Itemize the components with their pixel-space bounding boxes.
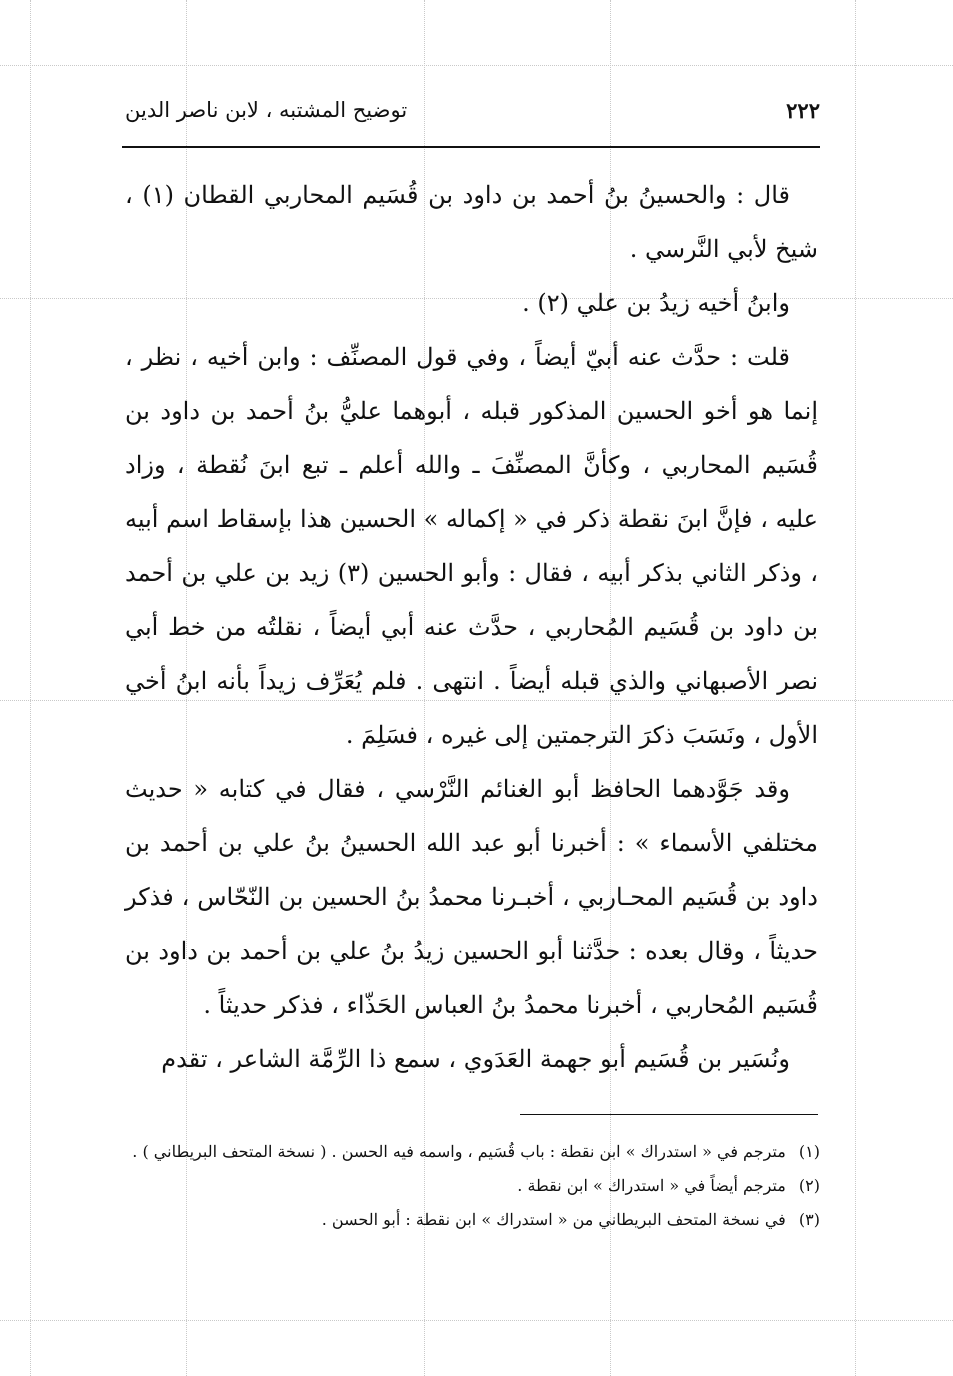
scan-guide-line — [855, 0, 856, 1376]
footnote — [125, 1169, 820, 1203]
footnote-number: (٣) — [798, 1210, 820, 1229]
scan-guide-line — [30, 0, 31, 1376]
paragraph: ونُسَير بن قُسَيم أبو جهمة العَدَوي ، سمع ذا الرِّمَّة الشاعر ، تقدم — [161, 1045, 790, 1073]
footnotes — [125, 1135, 820, 1237]
footnote-number: (١) — [798, 1142, 820, 1161]
footnote-number: (٢) — [798, 1176, 820, 1195]
paragraph: قال : والحسينُ بنُ أحمد بن داود بن قُسَيم المحاربي القطان (١) ، شيخ لأبي النَّرسي . — [125, 181, 818, 263]
paragraph: وقد جَوَّدهما الحافظ أبو الغنائم النَّرْسي ، فقال في كتابه « حديث مختلفي الأسماء » : أخبرنا أبو عبد الله الحسينُ بنُ علي بن أحمد بن داود بن قُسَيم المحـاربي ، أخبـرنا محمدُ بنُ الحسين بن النّحّاس ، فذكر حديثاً ، وقال بعده : حدَّثنا أبو الحسين زيدُ بنُ علي بن أحمد بن داود بن قُسَيم المُحاربي ، أخبرنا محمدُ بنُ العباس الحَذّاء ، فذكر حديثاً . — [125, 775, 818, 1019]
footnote — [125, 1135, 820, 1169]
footnote-text: مترجم أيضاً في « استدراك » ابن نقطة . — [517, 1176, 786, 1195]
running-title: توضيح المشتبه ، لابن ناصر الدين — [125, 98, 408, 122]
scan-guide-line — [0, 1320, 953, 1321]
page-header — [125, 98, 820, 138]
paragraph: وابنُ أخيه زيدُ بن علي (٢) . — [522, 289, 790, 317]
main-text — [125, 168, 818, 1086]
paragraph: قلت : حدَّث عنه أبيّ أيضاً ، وفي قول المصنِّف : وابن أخيه ، نظر ، إنما هو أخو الحسين المذكور قبله ، أبوهما عليُّ بنُ أحمد بن داود بن قُسَيم المحاربي ، وكأنَّ المصنِّفَ ـ والله أعلم ـ تبع ابنَ نُقطة ، وزاد عليه ، فإنَّ ابنَ نقطة ذكر في « إكماله » الحسين هذا بإسقاط اسم أبيه ، وذكر الثاني بذكر أبيه ، فقال : وأبو الحسين (٣) زيد بن علي بن أحمد بن داود بن قُسَيم المُحاربي ، حدَّث عنه أبي أيضاً ، نقلتُه من خط أبي نصر الأصبهاني والذي قبله أيضاً . انتهى . فلم يُعَرِّف زيداً بأنه ابنُ أخي الأول ، ونَسَبَ ذكرَ الترجمتين إلى غيره ، فسَلِمَ . — [125, 343, 818, 749]
footnote-text: في نسخة المتحف البريطاني من « استدراك » ابن نقطة : أبو الحسن . — [321, 1210, 786, 1229]
page-number: ٢٢٢ — [786, 98, 820, 123]
footnote-text: مترجم في « استدراك » ابن نقطة : باب قُسَيم ، واسمه فيه الحسن . ( نسخة المتحف البريطاني ) . — [132, 1142, 786, 1161]
footnote-rule — [520, 1114, 818, 1115]
scan-guide-line — [0, 65, 953, 66]
footnote — [125, 1203, 820, 1237]
header-rule — [122, 146, 820, 148]
